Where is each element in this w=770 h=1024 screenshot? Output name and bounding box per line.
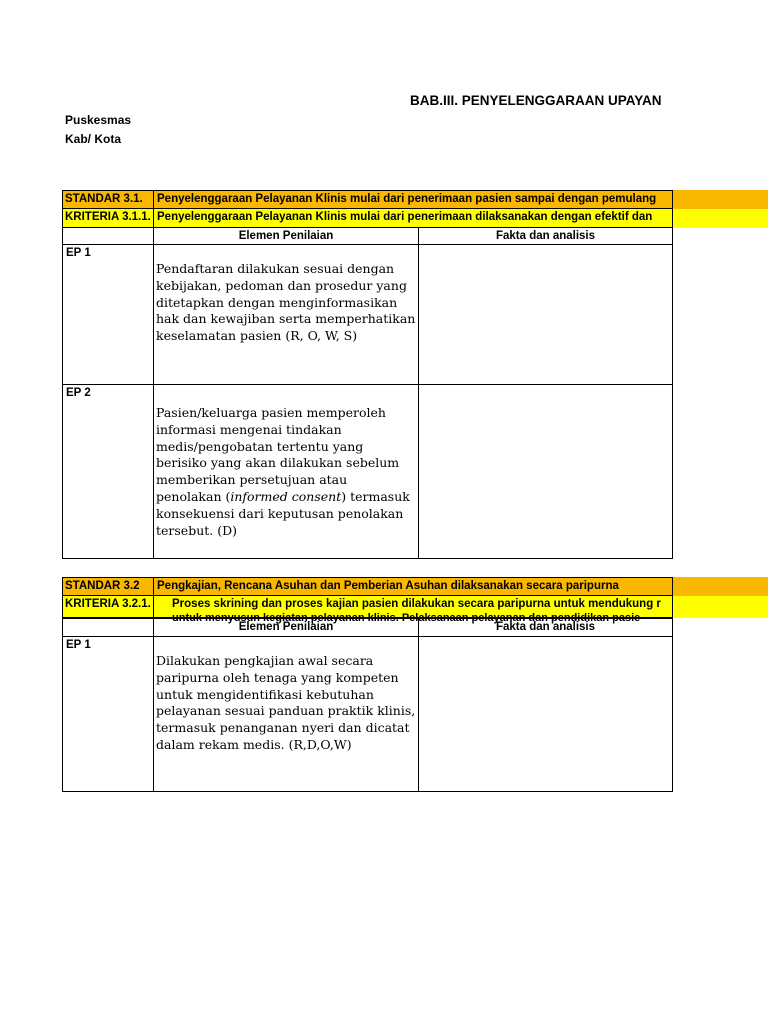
page-title: BAB.III. PENYELENGGARAAN UPAYAN: [410, 93, 662, 108]
ep-text-part: ) termasuk konsekuensi dari keputusan penolakan tersebut. (D): [156, 488, 410, 538]
kriteria-label: KRITERIA 3.2.1.: [62, 596, 154, 618]
ep-text: Dilakukan pengkajian awal secara paripurna oleh tenaga yang kompeten untuk mengidentifikasi kebutuhan pelayanan sesuai panduan praktik klinis, termasuk penanganan nyeri dan dicatat dalam rekam medis. (R,D,O,W): [154, 637, 419, 792]
fakta-cell[interactable]: [419, 637, 673, 792]
ep-id: EP 2: [62, 385, 154, 559]
header-empty: [62, 618, 154, 637]
fakta-cell[interactable]: [419, 385, 673, 559]
ep-text: Pendaftaran dilakukan sesuai dengan kebijakan, pedoman dan prosedur yang ditetapkan dengan menginformasikan hak dan kewajiban serta memperhatikan keselamatan pasien (R, O, W, S): [154, 245, 419, 385]
ep-row: [62, 637, 673, 792]
standar-row: [62, 190, 768, 209]
table-header: [62, 618, 673, 637]
fakta-cell[interactable]: [419, 245, 673, 385]
standar-label: STANDAR 3.1.: [62, 190, 154, 209]
standar-text: Penyelenggaraan Pelayanan Klinis mulai dari penerimaan pasien sampai dengan pemulang: [154, 190, 673, 209]
kriteria-row: [62, 209, 768, 228]
kriteria-extension: [673, 209, 768, 228]
kriteria-overflow-line: untuk menyusun kegiatan pelayanan klinis. Pelaksanaan pelayanan dan pendidikan pasie: [172, 612, 641, 624]
kriteria-text: [154, 596, 673, 624]
ep-text: [154, 385, 419, 559]
header-elemen: Elemen Penilaian: [154, 618, 419, 637]
kab-kota-label: Kab/ Kota: [65, 132, 122, 146]
standar-extension: [673, 577, 768, 596]
standar-extension: [673, 190, 768, 209]
header-elemen: Elemen Penilaian: [154, 228, 419, 245]
ep-row: [62, 385, 673, 559]
header-fakta: Fakta dan analisis: [419, 228, 673, 245]
kriteria-text-line: Proses skrining dan proses kajian pasien dilakukan secara paripurna untuk mendukung r: [172, 598, 661, 610]
standar-row: [62, 577, 768, 596]
kriteria-row: [62, 596, 768, 624]
ep-text-part: Pasien/keluarga pasien memperoleh informasi mengenai tindakan medis/pengobatan tertentu yang berisiko yang akan dilakukan sebelum memberikan persetujuan atau penolakan (: [156, 405, 400, 504]
ep-row: [62, 245, 673, 385]
ep-id: EP 1: [62, 637, 154, 792]
table-header: [62, 228, 673, 245]
puskesmas-label: Puskesmas: [65, 113, 132, 127]
standar-text: Pengkajian, Rencana Asuhan dan Pemberian Asuhan dilaksanakan secara paripurna: [154, 577, 673, 596]
header-fakta: Fakta dan analisis: [419, 618, 673, 637]
standar-label: STANDAR 3.2: [62, 577, 154, 596]
ep-id: EP 1: [62, 245, 154, 385]
kriteria-text: Penyelenggaraan Pelayanan Klinis mulai dari penerimaan dilaksanakan dengan efektif dan: [154, 209, 673, 228]
kriteria-label: KRITERIA 3.1.1.: [62, 209, 154, 228]
ep-text-italic: informed consent: [230, 488, 342, 504]
header-empty: [62, 228, 154, 245]
